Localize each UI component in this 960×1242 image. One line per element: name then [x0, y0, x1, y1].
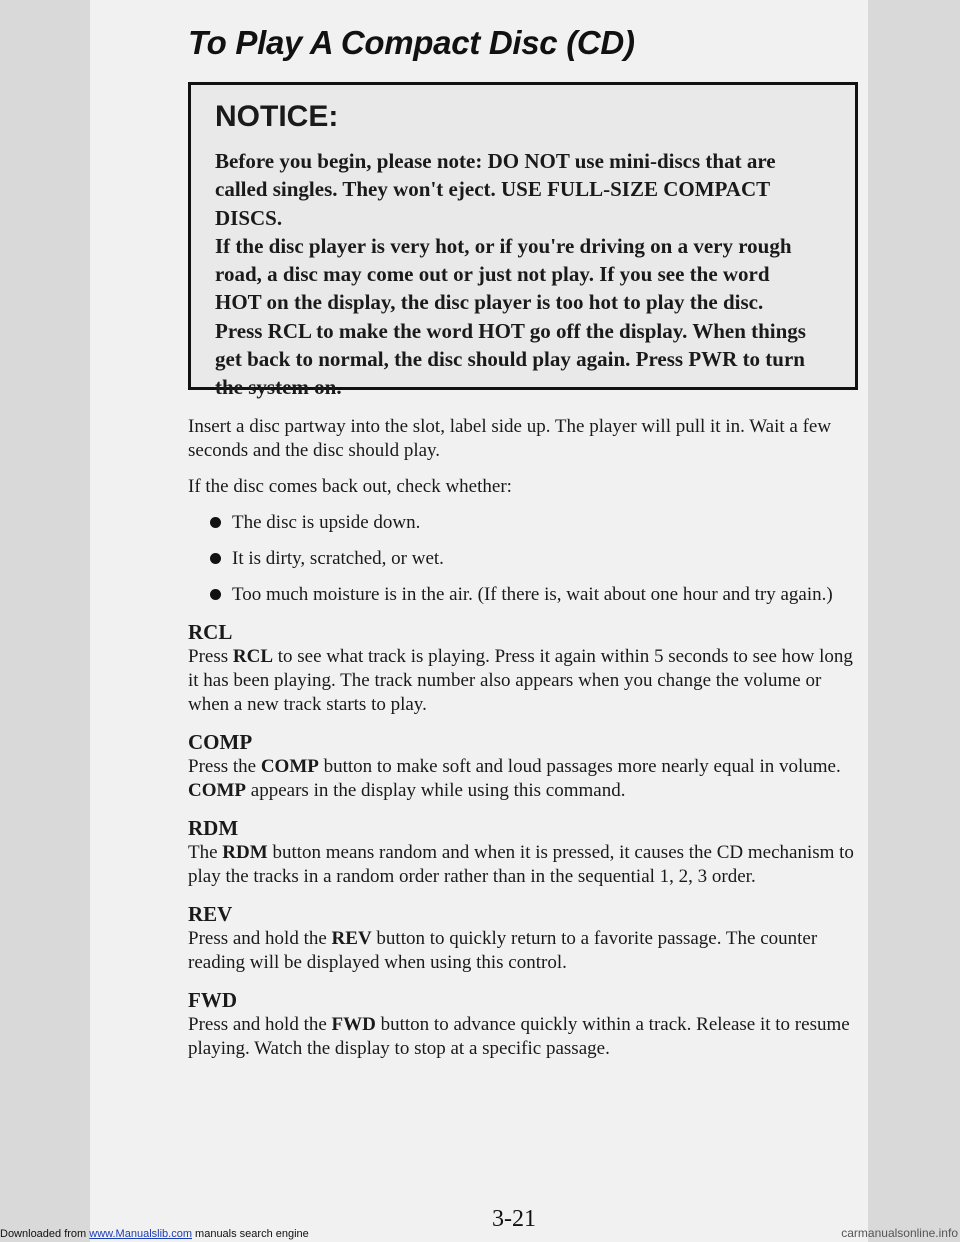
- text-run: to see what track is playing. Press it again within 5 seconds to see how long it has been playing. The track number also appears when you change the volume or when a new track starts to play.: [188, 646, 853, 715]
- notice-heading: NOTICE:: [215, 100, 339, 133]
- section-heading: RDM: [188, 816, 239, 840]
- keyword: RDM: [222, 842, 268, 863]
- section-rcl: [188, 619, 858, 717]
- keyword: FWD: [331, 1014, 376, 1035]
- bullet-icon: [210, 589, 221, 600]
- list-item-text: It is dirty, scratched, or wet.: [232, 548, 444, 569]
- keyword: COMP: [188, 780, 247, 801]
- notice-body: [215, 147, 815, 402]
- section-text: [188, 1013, 858, 1061]
- bullet-icon: [210, 553, 221, 564]
- text-run: button to quickly return to a favorite passage. The counter reading will be displayed when using this control.: [188, 928, 818, 973]
- text-run: Press: [188, 646, 233, 667]
- list-item-text: Too much moisture is in the air. (If there is, wait about one hour and try again.): [232, 584, 833, 605]
- page-title: To Play A Compact Disc (CD): [188, 24, 635, 61]
- download-footer: [0, 1228, 309, 1240]
- main-content: [188, 415, 858, 1073]
- text-run: Press and hold the: [188, 1014, 332, 1035]
- keyword: REV: [331, 928, 372, 949]
- notice-box: [188, 82, 858, 400]
- section-fwd: [188, 987, 858, 1061]
- keyword: COMP: [260, 756, 319, 777]
- section-heading: COMP: [188, 730, 253, 754]
- check-list: [188, 511, 858, 607]
- text-run: appears in the display while using this command.: [246, 780, 626, 801]
- text-run: Press and hold the: [188, 928, 332, 949]
- intro-paragraph: Insert a disc partway into the slot, label side up. The player will pull it in. Wait a few seconds and the disc should play.: [188, 416, 832, 461]
- section-text: [188, 841, 858, 889]
- notice-paragraph: If the disc player is very hot, or if you're driving on a very rough road, a disc may come out or just not play. If you see the word HOT on the display, the disc player is too hot to play the disc. Press RCL to make the word HOT go off the display. When things get back to normal, the disc should play again. Press PWR to turn the system on.: [215, 233, 806, 400]
- page-number: 3-21: [492, 1206, 536, 1232]
- bullet-icon: [210, 517, 221, 528]
- list-item: [210, 583, 858, 607]
- text-run: The: [188, 842, 223, 863]
- text-run: button means random and when it is pressed, it causes the CD mechanism to play the tracks in a random order rather than in the sequential 1, 2, 3 order.: [188, 842, 854, 887]
- manualslib-link[interactable]: www.Manualslib.com: [89, 1228, 192, 1240]
- text-run: button to advance quickly within a track. Release it to resume playing. Watch the display to stop at a specific passage.: [188, 1014, 850, 1059]
- section-heading: REV: [188, 902, 233, 926]
- section-heading: FWD: [188, 988, 237, 1012]
- notice-paragraph: Before you begin, please note: DO NOT use mini-discs that are called singles. They won't eject. USE FULL-SIZE COMPACT DISCS.: [215, 149, 776, 230]
- section-comp: [188, 729, 858, 803]
- footer-text: manuals search engine: [191, 1228, 309, 1240]
- section-rdm: [188, 815, 858, 889]
- section-text: [188, 645, 858, 717]
- list-item-text: The disc is upside down.: [232, 512, 421, 533]
- section-rev: [188, 901, 858, 975]
- list-item: [210, 511, 858, 535]
- text-run: Press the: [188, 756, 261, 777]
- watermark: carmanualsonline.info: [841, 1226, 958, 1240]
- footer-text: Downloaded from: [0, 1228, 90, 1240]
- intro-paragraph: If the disc comes back out, check whether:: [188, 476, 512, 497]
- section-text: [188, 755, 858, 803]
- text-run: button to make soft and loud passages more nearly equal in volume.: [318, 756, 841, 777]
- section-text: [188, 927, 858, 975]
- keyword: RCL: [232, 646, 273, 667]
- list-item: [210, 547, 858, 571]
- section-heading: RCL: [188, 620, 233, 644]
